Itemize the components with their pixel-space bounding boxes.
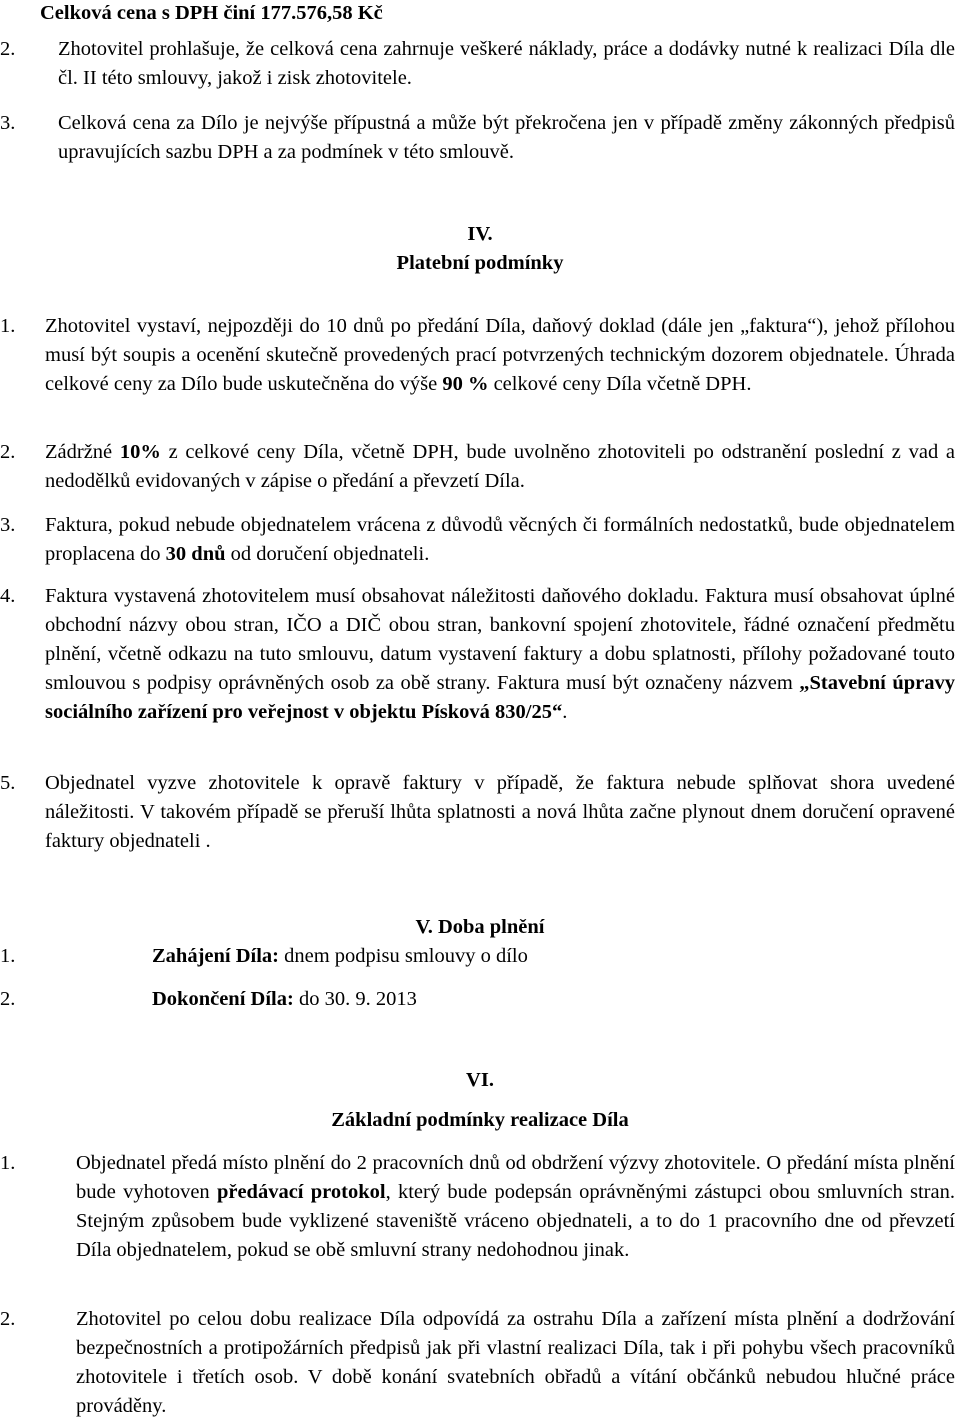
item-text: Dokončení Díla: do 30. 9. 2013 [152,988,417,1010]
item-text: Objednatel předá místo plnění do 2 pracovních dnů od obdržení výzvy zhotovitele. O předání místa plnění bude vyhotoven předávací protokol, který bude podepsán oprávněnými zástupci obou smluvních stran. Stejným způsobem bude vyklizené staveniště vráceno objednateli, a to do 1 pracovního dne od převzetí Díla objednatelem, pokud se obě smluvní strany nedohodnou jinak. [76,1152,955,1261]
payment-item-2 [0,438,955,496]
item-number: 1. [0,1152,16,1174]
total-price-line: Celková cena s DPH činí 177.576,58 Kč [40,2,383,24]
price-item-3 [0,109,955,167]
schedule-item-1 [0,942,955,971]
item-number: 3. [0,112,16,134]
item-number: 4. [0,585,16,607]
conditions-item-1 [0,1149,955,1265]
payment-item-5 [0,769,955,856]
section-title: Platební podmínky [396,252,564,274]
section-title: Základní podmínky realizace Díla [331,1109,629,1131]
item-text: Zádržné 10% z celkové ceny Díla, včetně DPH, bude uvolněno zhotoviteli po odstranění poslední z vad a nedodělků evidovaných v zápise o předání a převzetí Díla. [45,441,955,492]
section-number: VI. [466,1069,494,1091]
item-number: 1. [0,945,16,967]
price-item-2 [0,35,955,93]
item-text: Objednatel vyzve zhotovitele k opravě faktury v případě, že faktura nebude splňovat shora uvedené náležitosti. V takovém případě se přeruší lhůta splatnosti a nová lhůta začne plynout dnem doručení opravené faktury objednateli . [45,772,955,852]
item-text: Faktura vystavená zhotovitelem musí obsahovat náležitosti daňového dokladu. Faktura musí obsahovat úplné obchodní názvy obou stran, IČO a DIČ obou stran, bankovní spojení zhotovitele, řádné označení předmětu plnění, včetně odkazu na tuto smlouvu, datum vystavení faktury a dobu splatnosti, přílohy požadované touto smlouvou s podpisy oprávněných osob za obě strany. Faktura musí být označeny názvem „Stavební úpravy sociálního zařízení pro veřejnost v objektu Písková 830/25“. [45,585,955,723]
conditions-item-2 [0,1305,955,1421]
payment-item-3 [0,511,955,569]
payment-item-4 [0,582,955,727]
section-number: IV. [467,223,493,245]
item-text: Zahájení Díla: dnem podpisu smlouvy o dílo [152,945,528,967]
item-number: 2. [0,988,16,1010]
item-text: Zhotovitel vystaví, nejpozději do 10 dnů po předání Díla, daňový doklad (dále jen „faktura“), jehož přílohou musí být soupis a ocenění skutečně provedených prací potvrzených technickým dozorem objednatele. Úhrada celkové ceny za Dílo bude uskutečněna do výše 90 % celkové ceny Díla včetně DPH. [45,315,955,395]
item-number: 2. [0,441,16,463]
item-number: 3. [0,514,16,536]
item-text: Celková cena za Dílo je nejvýše přípustná a může být překročena jen v případě změny zákonných předpisů upravujících sazbu DPH a za podmínek v této smlouvě. [58,112,955,163]
item-text: Faktura, pokud nebude objednatelem vrácena z důvodů věcných či formálních nedostatků, bude objednatelem proplacena do 30 dnů od doručení objednateli. [45,514,955,565]
payment-item-1 [0,312,955,399]
item-text: Zhotovitel po celou dobu realizace Díla odpovídá za ostrahu Díla a zařízení místa plnění a dodržování bezpečnostních a protipožárních předpisů jak při vlastní realizaci Díla, tak i při pohybu všech pracovníků zhotovitele i třetích osob. V době konání svatebních obřadů a vítání občánků nebudou hlučné práce prováděny. [76,1308,955,1417]
item-number: 1. [0,315,16,337]
item-number: 2. [0,1308,16,1330]
schedule-item-2 [0,985,955,1014]
section-title: V. Doba plnění [415,916,545,938]
item-text: Zhotovitel prohlašuje, že celková cena zahrnuje veškeré náklady, práce a dodávky nutné k realizaci Díla dle čl. II této smlouvy, jakož i zisk zhotovitele. [58,38,955,89]
item-number: 2. [0,38,16,60]
item-number: 5. [0,772,16,794]
